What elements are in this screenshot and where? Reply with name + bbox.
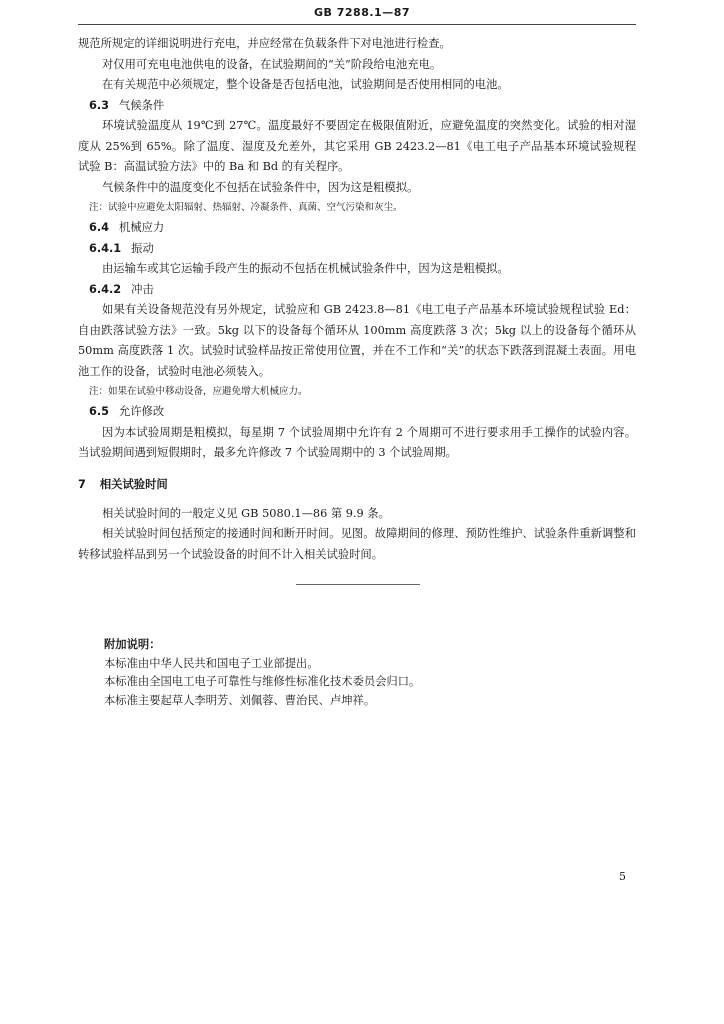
appendix-line: 本标准主要起草人李明芳、刘佩蓉、曹治民、卢坤祥。 xyxy=(104,693,376,707)
section-title: 振动 xyxy=(131,241,154,255)
section-number: 6.3 xyxy=(89,98,110,112)
section-number: 6.4.1 xyxy=(89,241,122,255)
paragraph: 由运输车或其它运输手段产生的振动不包括在机械试验条件中，因为这是粗模拟。 xyxy=(102,262,509,275)
paragraph: 相关试验时间包括预定的接通时间和断开时间。见图。故障期间的修理、预防性维护、试验条件重新调整和转移试验样品到另一个试验设备的时间不计入相关试验时间。 xyxy=(78,527,636,561)
paragraph: 在有关规范中必须规定，整个设备是否包括电池，试验期间是否使用相同的电池。 xyxy=(102,78,509,91)
section-heading-6-4-2 xyxy=(78,280,636,301)
note: 注：试验中应避免太阳辐射、热辐射、冷凝条件、真菌、空气污染和灰尘。 xyxy=(89,202,403,213)
section-heading-6-4 xyxy=(78,218,636,239)
section-title: 允许修改 xyxy=(119,405,165,418)
page-number: 5 xyxy=(619,870,626,883)
appendix-line: 本标准由全国电工电子可靠性与维修性标准化技术委员会归口。 xyxy=(104,675,421,688)
paragraph: 对仅用可充电电池供电的设备，在试验期间的“关”阶段给电池充电。 xyxy=(102,57,442,71)
appendix xyxy=(104,636,624,710)
section-title: 冲击 xyxy=(131,282,154,296)
page-header: GB 7288.1—87 xyxy=(314,6,410,19)
appendix-line: 本标准由中华人民共和国电子工业部提出。 xyxy=(104,656,319,670)
paragraph: 因为本试验周期是粗模拟，每星期 7 个试验周期中允许有 2 个周期可不进行要求用手工操作的试验内容。当试验期间遇到短假期时，最多允许修改 7 个试验周期中的 3 个试验周期。 xyxy=(78,425,636,459)
section-heading-7 xyxy=(78,476,636,494)
paragraph: 气候条件中的温度变化不包括在试验条件中，因为这是粗模拟。 xyxy=(102,180,419,194)
paragraph: 环境试验温度从 19℃到 27℃。温度最好不要固定在极限值附近，应避免温度的突然变化。试验的相对湿度从 25%到 65%。除了温度、湿度及允差外，其它采用 GB 2423.2—81《电工电子产品基本环境试验规程 试验 B：高温试验方法》中的 Ba 和 Bd 的有关程序。 xyxy=(78,119,648,173)
body-content xyxy=(78,34,648,565)
section-heading-6-4-1 xyxy=(78,239,636,260)
paragraph: 规范所规定的详细说明进行充电，并应经常在负载条件下对电池进行检查。 xyxy=(78,37,451,50)
section-heading-6-5 xyxy=(78,402,636,423)
section-number: 6.5 xyxy=(89,405,110,418)
section-number: 6.4 xyxy=(89,221,110,234)
paragraph: 如果有关设备规范没有另外规定，试验应和 GB 2423.8—81《电工电子产品基本环境试验规程试验 Ed：自由跌落试验方法》一致。5kg 以下的设备每个循环从 100mm 高度跌落 3 次；5kg 以上的设备每个循环从 50mm 高度跌落 1 次。试验时试验样品按正常使用位置，并在不工作和“关”的状态下跌落到混凝土表面。用电池工作的设备，试验时电池必须装入。 xyxy=(78,303,636,378)
section-title: 气候条件 xyxy=(119,98,165,112)
section-number: 6.4.2 xyxy=(89,282,122,296)
appendix-title: 附加说明： xyxy=(104,638,161,651)
section-heading-6-3 xyxy=(78,96,636,117)
end-divider xyxy=(296,584,420,585)
header-rule xyxy=(78,24,636,25)
section-number: 7 xyxy=(78,477,86,491)
note: 注：如果在试验中移动设备，应避免增大机械应力。 xyxy=(89,386,308,397)
paragraph: 相关试验时间的一般定义见 GB 5080.1—86 第 9.9 条。 xyxy=(102,506,390,520)
section-title: 机械应力 xyxy=(119,221,165,234)
section-title: 相关试验时间 xyxy=(99,477,168,491)
